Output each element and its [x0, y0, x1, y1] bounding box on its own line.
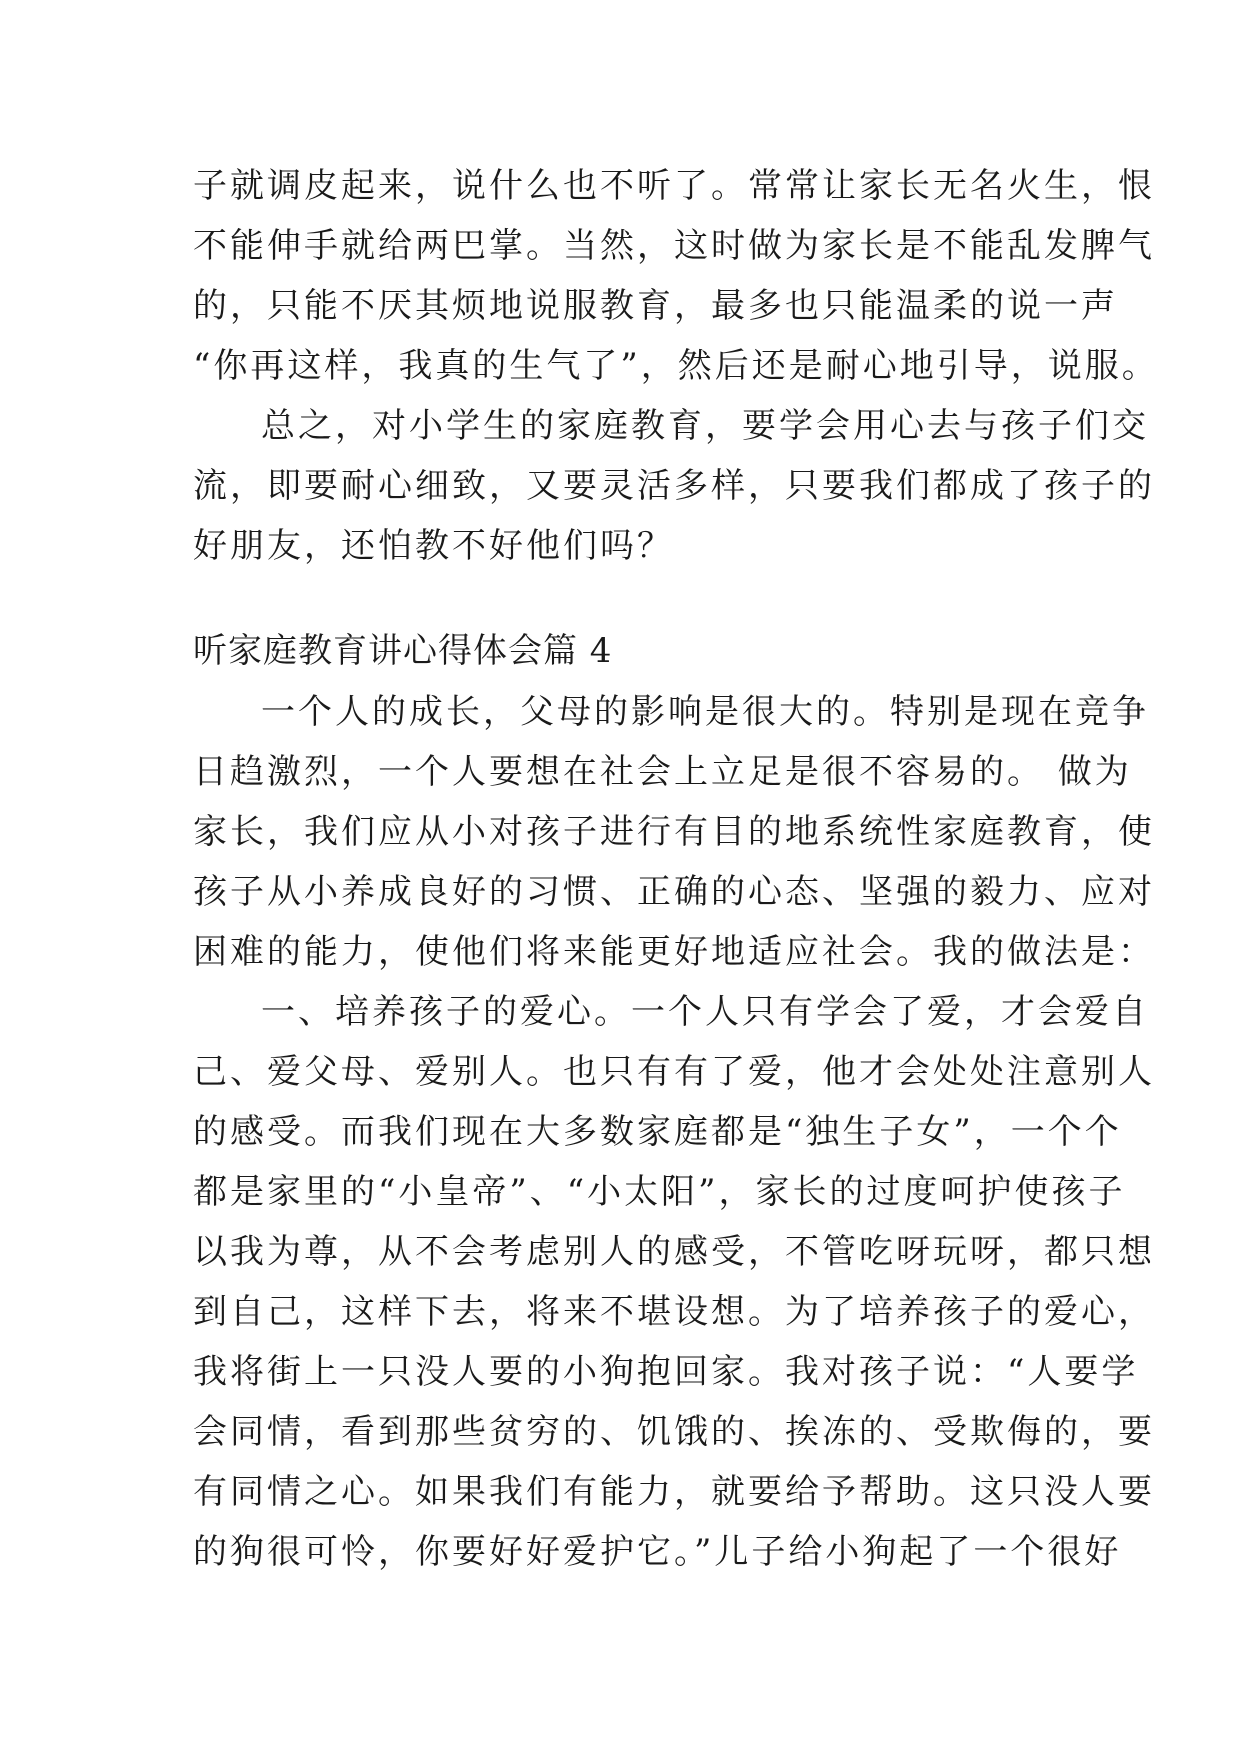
text-line: 一、培养孩子的爱心。一个人只有学会了爱，才会爱自: [261, 992, 1149, 1032]
text-line: 子就调皮起来，说什么也不听了。常常让家长无名火生，恨: [193, 166, 1155, 206]
section-body: [193, 682, 1155, 1582]
text-line: 家长，我们应从小对孩子进行有目的地系统性家庭教育，使: [193, 812, 1155, 852]
text-line: 流，即要耐心细致，又要灵活多样，只要我们都成了孩子的: [193, 466, 1155, 506]
text-line: 以我为尊，从不会考虑别人的感受，不管吃呀玩呀，都只想: [193, 1232, 1155, 1272]
text-line: 到自己，这样下去，将来不堪设想。为了培养孩子的爱心，: [193, 1292, 1155, 1332]
text-line: 会同情，看到那些贫穷的、饥饿的、挨冻的、受欺侮的，要: [193, 1412, 1155, 1452]
text-line: 一个人的成长，父母的影响是很大的。特别是现在竞争: [261, 692, 1149, 732]
text-line: 不能伸手就给两巴掌。当然，这时做为家长是不能乱发脾气: [193, 226, 1155, 266]
section-heading: [193, 621, 1073, 681]
text-line: “你再这样，我真的生气了”，然后还是耐心地引导，说服。: [193, 346, 1159, 386]
text-line: 的感受。而我们现在大多数家庭都是“独生子女”，一个个: [193, 1112, 1122, 1152]
text-line: 困难的能力，使他们将来能更好地适应社会。我的做法是：: [193, 932, 1155, 972]
text-line: 孩子从小养成良好的习惯、正确的心态、坚强的毅力、应对: [193, 872, 1155, 912]
text-line: 都是家里的“小皇帝”、“小太阳”，家长的过度呵护使孩子: [193, 1172, 1126, 1212]
text-line: 好朋友，还怕教不好他们吗？: [193, 526, 674, 566]
text-line: 我将街上一只没人要的小狗抱回家。我对孩子说：“人要学: [193, 1352, 1139, 1392]
paragraph-continuation: [193, 156, 1159, 576]
text-line: 的狗很可怜，你要好好爱护它。”儿子给小狗起了一个很好: [193, 1532, 1122, 1572]
section-heading-text: 听家庭教育讲心得体会篇 4: [193, 631, 613, 671]
text-line: 总之，对小学生的家庭教育，要学会用心去与孩子们交: [261, 406, 1149, 446]
text-line: 日趋激烈，一个人要想在社会上立足是很不容易的。 做为: [193, 752, 1132, 792]
text-line: 有同情之心。如果我们有能力，就要给予帮助。这只没人要: [193, 1472, 1155, 1512]
text-line: 己、爱父母、爱别人。也只有有了爱，他才会处处注意别人: [193, 1052, 1155, 1092]
text-line: 的，只能不厌其烦地说服教育，最多也只能温柔的说一声: [193, 286, 1118, 326]
